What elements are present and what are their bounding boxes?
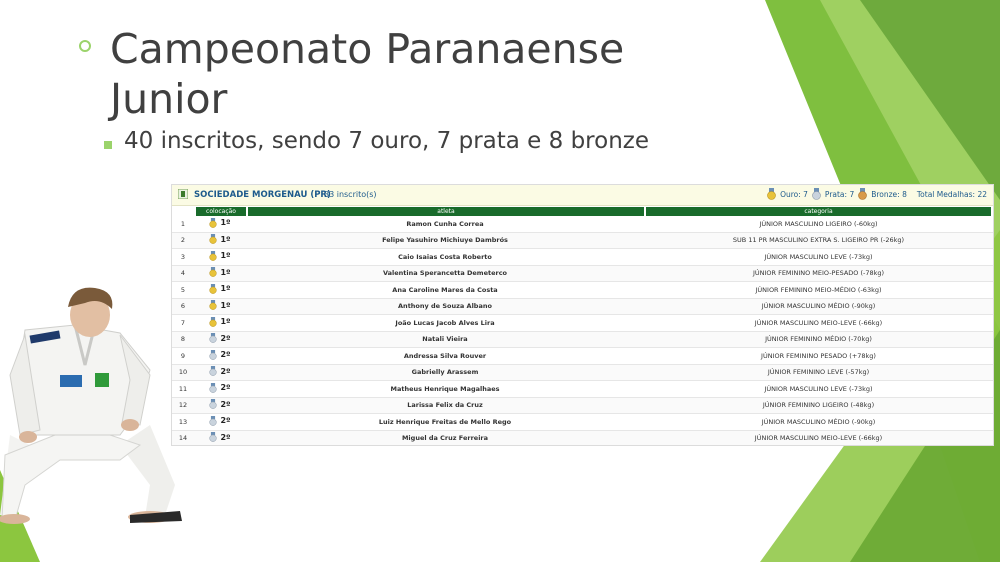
gold-medal-icon (209, 317, 217, 327)
placement: 2º (220, 416, 231, 426)
placement-cell (194, 299, 246, 316)
placement: 2º (220, 432, 231, 442)
row-number: 9 (172, 348, 194, 365)
category: JÚNIOR FEMININO PESADO (+78kg) (644, 348, 993, 365)
placement: 1º (220, 234, 231, 244)
silver-medal-icon (209, 350, 217, 360)
category: JÚNIOR FEMININO MEIO-MÉDIO (-63kg) (644, 282, 993, 299)
table-row (172, 398, 993, 415)
silver-medal-icon (209, 416, 217, 426)
club-shield-icon (178, 189, 188, 199)
category: JÚNIOR MASCULINO MÉDIO (-90kg) (644, 414, 993, 431)
placement: 2º (220, 350, 231, 360)
athlete-name[interactable]: Gabrielly Arassem (246, 365, 644, 382)
placement-cell (194, 365, 246, 382)
category: JÚNIOR FEMININO MEIO-PESADO (-78kg) (644, 266, 993, 283)
placement-cell (194, 282, 246, 299)
results-panel (171, 184, 994, 446)
athlete-name[interactable]: Andressa Silva Rouver (246, 348, 644, 365)
row-number: 10 (172, 365, 194, 382)
club-header (172, 185, 993, 206)
gold-medal-icon (209, 251, 217, 261)
row-number: 4 (172, 266, 194, 283)
placement: 1º (220, 218, 231, 228)
placement-cell (194, 398, 246, 415)
athlete-name[interactable]: Ana Caroline Mares da Costa (246, 282, 644, 299)
placement: 2º (220, 399, 231, 409)
col-header-atleta: atleta (248, 207, 644, 216)
row-number: 11 (172, 381, 194, 398)
category: JÚNIOR FEMININO MÉDIO (-70kg) (644, 332, 993, 349)
table-row (172, 266, 993, 283)
athlete-name[interactable]: Matheus Henrique Magalhaes (246, 381, 644, 398)
category: JÚNIOR FEMININO LEVE (-57kg) (644, 365, 993, 382)
silver-medal-icon (209, 432, 217, 442)
placement-cell (194, 216, 246, 233)
silver-count: Prata: 7 (824, 189, 855, 199)
placement: 2º (220, 383, 231, 393)
slide-subtitle: 40 inscritos, sendo 7 ouro, 7 prata e 8 bronze (124, 128, 649, 154)
gold-count: Ouro: 7 (780, 189, 808, 199)
table-row (172, 381, 993, 398)
silver-medal-icon (209, 383, 217, 393)
placement: 2º (220, 333, 231, 343)
silver-medal-icon (209, 333, 217, 343)
category: JÚNIOR MASCULINO LEVE (-73kg) (644, 249, 993, 266)
bronze-count: Bronze: 8 (871, 189, 907, 199)
silver-medal-icon (209, 366, 217, 376)
table-row (172, 282, 993, 299)
club-name[interactable]: SOCIEDADE MORGENAU (PR) (194, 190, 331, 200)
athlete-name[interactable]: Ramon Cunha Correa (246, 216, 644, 233)
gold-medal-icon (767, 188, 776, 200)
category: SUB 11 PR MASCULINO EXTRA S. LIGEIRO PR (-26kg) (644, 233, 993, 250)
table-row (172, 216, 993, 233)
placement: 1º (220, 300, 231, 310)
table-row (172, 299, 993, 316)
placement-cell (194, 414, 246, 431)
athlete-name[interactable]: Valentina Sperancetta Demeterco (246, 266, 644, 283)
table-row (172, 348, 993, 365)
athlete-name[interactable]: Luiz Henrique Freitas de Mello Rego (246, 414, 644, 431)
row-number: 12 (172, 398, 194, 415)
placement-cell (194, 315, 246, 332)
title-bullet-icon (79, 40, 91, 52)
athlete-name[interactable]: Natali Vieira (246, 332, 644, 349)
category: JÚNIOR FEMININO LIGEIRO (-48kg) (644, 398, 993, 415)
athlete-name[interactable]: João Lucas Jacob Alves Lira (246, 315, 644, 332)
table-row (172, 365, 993, 382)
col-header-colocacao: colocação (196, 207, 246, 216)
row-number: 1 (172, 216, 194, 233)
placement-cell (194, 348, 246, 365)
placement-cell (194, 233, 246, 250)
table-row (172, 315, 993, 332)
table-row (172, 414, 993, 431)
category: JÚNIOR MASCULINO LIGEIRO (-60kg) (644, 216, 993, 233)
gold-medal-icon (209, 267, 217, 277)
table-row (172, 233, 993, 250)
table-row (172, 431, 993, 447)
athlete-name[interactable]: Felipe Yasuhiro Michiuye Dambrós (246, 233, 644, 250)
row-number: 2 (172, 233, 194, 250)
category: JÚNIOR MASCULINO MEIO-LEVE (-66kg) (644, 431, 993, 447)
total-medals: Total Medalhas: 22 (916, 189, 987, 199)
row-number: 5 (172, 282, 194, 299)
placement-cell (194, 332, 246, 349)
placement-cell (194, 266, 246, 283)
col-header-number (172, 207, 194, 216)
placement: 2º (220, 366, 231, 376)
table-row (172, 332, 993, 349)
category: JÚNIOR MASCULINO MEIO-LEVE (-66kg) (644, 315, 993, 332)
athlete-name[interactable]: Anthony de Souza Albano (246, 299, 644, 316)
bronze-medal-icon (858, 188, 867, 200)
placement-cell (194, 381, 246, 398)
placement: 1º (220, 284, 231, 294)
silver-medal-icon (209, 399, 217, 409)
gold-medal-icon (209, 218, 217, 228)
row-number: 8 (172, 332, 194, 349)
gold-medal-icon (209, 234, 217, 244)
placement: 1º (220, 267, 231, 277)
category: JÚNIOR MASCULINO MÉDIO (-90kg) (644, 299, 993, 316)
silver-medal-icon (812, 188, 821, 200)
subtitle-bullet-icon (104, 141, 112, 149)
slide-title: Campeonato Paranaense Junior (110, 25, 625, 123)
row-number: 14 (172, 431, 194, 447)
row-number: 7 (172, 315, 194, 332)
row-number: 3 (172, 249, 194, 266)
athlete-name[interactable]: Larissa Felix da Cruz (246, 398, 644, 415)
athlete-name[interactable]: Caio Isaias Costa Roberto (246, 249, 644, 266)
athlete-name[interactable]: Miguel da Cruz Ferreira (246, 431, 644, 447)
medal-summary (767, 188, 987, 200)
placement: 1º (220, 251, 231, 261)
club-count: 33 inscrito(s) (324, 190, 377, 199)
placement-cell (194, 431, 246, 447)
row-number: 6 (172, 299, 194, 316)
column-headers (172, 207, 993, 216)
category: JÚNIOR MASCULINO LEVE (-73kg) (644, 381, 993, 398)
judo-athlete-image (0, 285, 190, 562)
results-table (172, 216, 993, 446)
table-row (172, 249, 993, 266)
placement: 1º (220, 317, 231, 327)
gold-medal-icon (209, 284, 217, 294)
gold-medal-icon (209, 300, 217, 310)
col-header-categoria: categoria (646, 207, 991, 216)
row-number: 13 (172, 414, 194, 431)
placement-cell (194, 249, 246, 266)
